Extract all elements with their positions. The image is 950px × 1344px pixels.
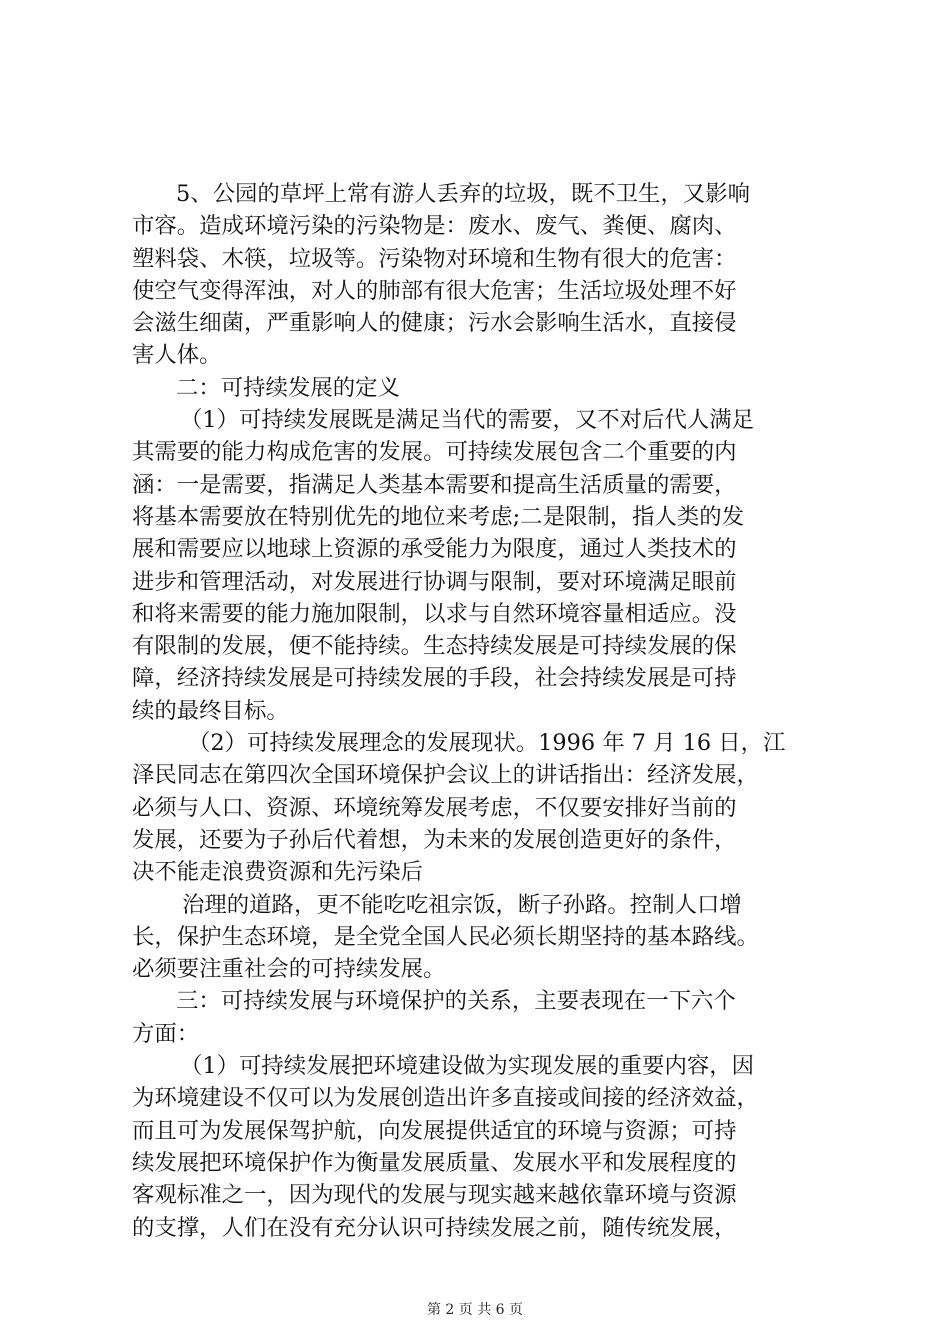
paragraph-line: （1）可持续发展把环境建设做为实现发展的重要内容，因 <box>180 1053 755 1080</box>
paragraph-line: 为环境建设不仅可以为发展创造出许多直接或间接的经济效益， <box>132 1085 759 1112</box>
paragraph-line: 会滋生细菌，严重影响人的健康；污水会影响生活水，直接侵 <box>132 310 737 337</box>
paragraph-line: 而且可为发展保驾护航，向发展提供适宜的环境与资源；可持 <box>132 1117 737 1144</box>
paragraph-line: 治理的道路，更不能吃吃祖宗饭，断子孙路。控制人口增 <box>182 891 742 918</box>
paragraph-line: 方面： <box>132 1020 200 1047</box>
paragraph-line: 泽民同志在第四次全国环境保护会议上的讲话指出：经济发展， <box>132 762 759 789</box>
page-footer <box>0 1301 950 1319</box>
paragraph-line: 进步和管理活动，对发展进行协调与限制，要对环境满足眼前 <box>132 568 737 595</box>
paragraph-line: 有限制的发展，便不能持续。生态持续发展是可持续发展的保 <box>132 633 737 660</box>
paragraph-line: 必须要注重社会的可持续发展。 <box>132 956 446 983</box>
paragraph-line: 决不能走浪费资源和先污染后 <box>132 859 424 886</box>
paragraph-line: 其需要的能力构成危害的发展。可持续发展包含二个重要的内 <box>132 439 737 466</box>
paragraph-line: 的支撑，人们在没有充分认识可持续发展之前，随传统发展， <box>132 1214 737 1241</box>
paragraph-line: 5、公园的草坪上常有游人丢弃的垃圾，既不卫生，又影响 <box>176 181 751 207</box>
section-heading: 三：可持续发展与环境保护的关系，主要表现在一下六个 <box>176 988 736 1015</box>
paragraph-line: 塑料袋、木筷，垃圾等。污染物对环境和生物有很大的危害： <box>132 245 737 272</box>
paragraph-line: 使空气变得浑浊，对人的肺部有很大危害；生活垃圾处理不好 <box>132 277 737 304</box>
paragraph-line: 涵：一是需要，指满足人类基本需要和提高生活质量的需要， <box>132 471 737 498</box>
paragraph-line: 续发展把环境保护作为衡量发展质量、发展水平和发展程度的 <box>132 1149 737 1176</box>
paragraph-line: （2）可持续发展理念的发展现状。1996 年 7 月 16 日，江 <box>188 730 786 757</box>
paragraph-line: 害人体。 <box>132 342 222 369</box>
paragraph-line: 长，保护生态环境，是全党全国人民必须长期坚持的基本路线。 <box>132 923 759 950</box>
paragraph-line: 障，经济持续发展是可持续发展的手段，社会持续发展是可持 <box>132 665 737 692</box>
paragraph-line: 客观标准之一，因为现代的发展与现实越来越依靠环境与资源 <box>132 1182 737 1209</box>
section-heading: 二：可持续发展的定义 <box>176 374 400 401</box>
paragraph-line: 和将来需要的能力施加限制，以求与自然环境容量相适应。没 <box>132 600 737 627</box>
paragraph-line: 续的最终目标。 <box>132 697 289 724</box>
document-body <box>132 178 832 1244</box>
paragraph-line: 必须与人口、资源、环境统筹发展考虑，不仅要安排好当前的 <box>132 794 737 821</box>
paragraph-line: 展和需要应以地球上资源的承受能力为限度，通过人类技术的 <box>132 536 737 563</box>
paragraph-line: 发展，还要为子孙后代着想，为未来的发展创造更好的条件， <box>132 826 737 853</box>
paragraph-line: （1）可持续发展既是满足当代的需要，又不对后代人满足 <box>180 407 755 434</box>
page-number-label: 第 2 页 共 6 页 <box>426 1302 524 1318</box>
paragraph-line: 市容。造成环境污染的污染物是：废水、废气、粪便、腐肉、 <box>132 213 737 240</box>
paragraph-line: 将基本需要放在特别优先的地位来考虑;二是限制，指人类的发 <box>132 503 745 530</box>
